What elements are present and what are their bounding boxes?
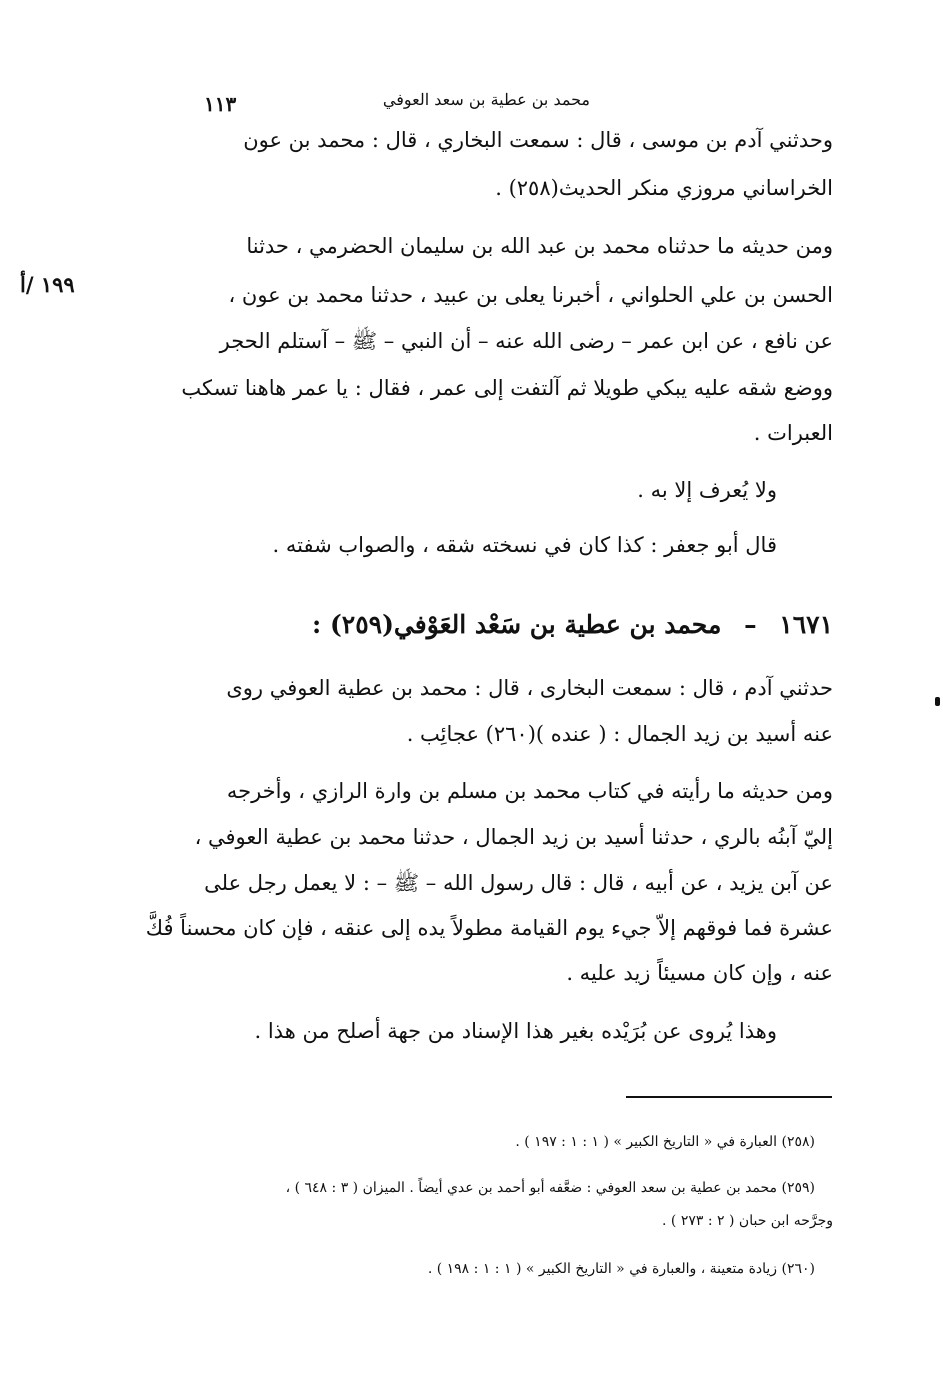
body-line: ومن حديثه ما رأيته في كتاب محمد بن مسلم بن وارة الرازي ، وأخرجه — [226, 779, 833, 803]
body-line: ومن حديثه ما حدثناه محمد بن عبد الله بن سليمان الحضرمي ، حدثنا — [246, 234, 833, 258]
body-line: ووضع شقه عليه يبكي طويلا ثم آلتفت إلى عمر ، فقال : يا عمر هاهنا تسكب — [181, 376, 833, 400]
footnote-259: (٢٥٩) محمد بن عطية بن سعد العوفي : ضعَّفه أبو أحمد بن عدي أيضاً . الميزان ( ٣ : ٦٤٨ ) ، — [285, 1180, 815, 1196]
body-line: قال أبو جعفر : كذا كان في نسخته شقه ، والصواب شفته . — [272, 533, 777, 557]
body-line: ولا يُعرف إلا به . — [637, 478, 777, 502]
body-line: عشرة فما فوقهم إلاّ جيء يوم القيامة مطولاً يده إلى عنقه ، فإن كان محسناً فُكَّ — [145, 916, 833, 940]
footnote-258: (٢٥٨) العبارة في « التاريخ الكبير » ( ١ : ١ : ١٩٧ ) . — [515, 1134, 815, 1150]
body-line: إليّ آبنُه بالري ، حدثنا أسيد بن زيد الجمال ، حدثنا محمد بن عطية العوفي ، — [194, 825, 833, 849]
entry-name: محمد بن عطية بن سَعْد العَوْفي(٢٥٩) : — [312, 610, 722, 639]
body-line: عن نافع ، عن ابن عمر – رضى الله عنه – أن النبي – ﷺ – آستلم الحجر — [219, 329, 833, 353]
body-line: وهذا يُروى عن بُرَيْده بغير هذا الإسناد من جهة أصلح من هذا . — [254, 1019, 777, 1043]
body-line: عن آبن يزيد ، عن أبيه ، قال : قال رسول الله – ﷺ – : لا يعمل رجل على — [204, 871, 833, 895]
margin-mark — [935, 697, 940, 706]
entry-heading — [312, 610, 833, 639]
running-title: محمد بن عطية بن سعد العوفي — [382, 90, 590, 109]
body-line: الخراساني مروزي منكر الحديث(٢٥٨) . — [495, 176, 833, 200]
body-line: الحسن بن علي الحلواني ، أخبرنا يعلى بن عبيد ، حدثنا محمد بن عون ، — [228, 283, 833, 307]
body-line: حدثني آدم ، قال : سمعت البخارى ، قال : محمد بن عطية العوفي روى — [226, 676, 833, 700]
footnote-260: (٢٦٠) زيادة متعينة ، والعبارة في « التاريخ الكبير » ( ١ : ١ : ١٩٨ ) . — [427, 1261, 815, 1277]
body-line: عنه ، وإن كان مسيئاً زيد عليه . — [566, 961, 833, 985]
margin-folio-ref: ١٩٩ /أ — [20, 272, 75, 297]
page-number: ١١٣ — [204, 92, 237, 116]
entry-dash: – — [744, 610, 757, 639]
body-line: وحدثني آدم بن موسى ، قال : سمعت البخاري ، قال : محمد بن عون — [243, 128, 833, 152]
footnote-259-cont: وجرَّحه ابن حبان ( ٢ : ٢٧٣ ) . — [662, 1213, 833, 1229]
body-line: عنه أسيد بن زيد الجمال : ( عنده )(٢٦٠) عجائِب . — [406, 722, 833, 746]
footnote-separator — [626, 1096, 832, 1098]
body-line: العبرات . — [753, 421, 833, 445]
entry-number: ١٦٧١ — [779, 610, 833, 639]
